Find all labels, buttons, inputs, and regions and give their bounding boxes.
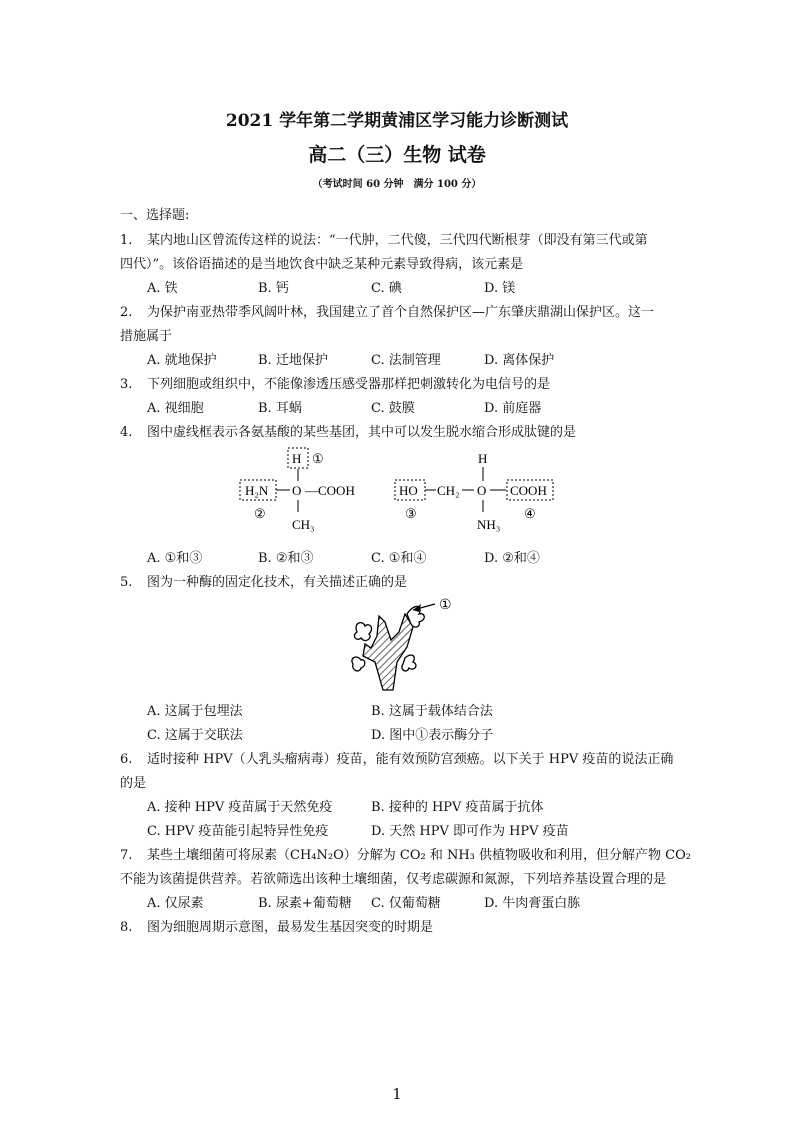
label-1: ① [439,598,452,613]
option-d[interactable]: D. 牛肉膏蛋白胨 [484,896,581,911]
mol2-left-group: HO [399,483,418,498]
question-text: 图中虚线框表示各氨基酸的某些基团，其中可以发生脱水缩合形成肽键的是 [147,425,577,440]
mol1-right-group: —COOH [305,483,355,498]
question-7-cont: 不能为该菌提供营养。若欲筛选出该种土壤细菌，仅考虑碳源和氮源，下列培养基设置合理的是 [120,872,667,887]
question-number: 6. [120,752,133,767]
option-a[interactable]: A. 就地保护 [147,353,217,368]
mol2-bottom-group: NH₃ [477,517,501,532]
question-number: 2. [120,305,133,320]
question-text: 某些土壤细菌可将尿素（CH₄N₂O）分解为 CO₂ 和 NH₃ 供植物吸收和利用，但分解产物 CO₂ [147,848,691,863]
mol2-top-atom: H [478,451,488,466]
question-7 [120,848,691,864]
option-c[interactable]: C. HPV 疫苗能引起特异性免疫 [147,824,329,839]
question-text: 下列细胞或组织中，不能像渗透压感受器那样把刺激转化为电信号的是 [147,377,551,392]
question-4 [120,425,576,441]
mol1-top-atom: H [292,451,302,466]
question-number: 8. [120,920,133,935]
label-1: ① [312,451,324,466]
question-number: 5. [120,575,133,590]
mol2-center-atom: O [477,483,487,498]
question-1 [120,233,648,249]
option-d[interactable]: D. 离体保护 [484,353,555,368]
option-b[interactable]: B. 耳蜗 [258,401,302,416]
enzyme-molecule [354,623,371,641]
option-c[interactable]: C. 仅葡萄糖 [371,896,441,911]
question-5 [120,575,407,591]
option-b[interactable]: B. ②和③ [258,551,314,566]
exam-info: （考试时间 60 分钟 满分 100 分） [312,179,482,190]
option-b[interactable]: B. 钙 [258,281,289,296]
option-b[interactable]: B. 迁地保护 [258,353,328,368]
option-c[interactable]: C. 鼓膜 [371,401,415,416]
page-number: 1 [392,1085,402,1103]
mol1-center-atom: O [292,483,302,498]
option-d[interactable]: D. 天然 HPV 即可作为 HPV 疫苗 [371,824,569,839]
question-1-cont: 四代）”。该俗语描述的是当地饮食中缺乏某种元素导致得病，该元素是 [120,257,524,272]
option-d[interactable]: D. 图中①表示酶分子 [371,728,494,743]
exam-title: 2021 学年第二学期黄浦区学习能力诊断测试 [225,111,569,131]
enzyme-molecule [402,655,416,671]
mol2-chain: CH₂ [437,483,460,498]
amino-acid-figure [230,445,570,540]
option-c[interactable]: C. 法制管理 [371,353,441,368]
question-3 [120,377,550,393]
label-2: ② [254,506,266,521]
option-c[interactable]: C. 碘 [371,281,402,296]
mol1-left-group: H₂N [245,483,269,498]
option-a[interactable]: A. 这属于包埋法 [147,704,243,719]
question-number: 7. [120,848,133,863]
option-c[interactable]: C. 这属于交联法 [147,728,243,743]
question-6-cont: 的是 [120,776,147,791]
exam-subtitle: 高二（三）生物 试卷 [308,144,486,166]
option-a[interactable]: A. 铁 [147,281,178,296]
question-text: 适时接种 HPV（人乳头瘤病毒）疫苗，能有效预防宫颈癌。以下关于 HPV 疫苗的说法正确 [147,752,674,767]
question-text: 图为细胞周期示意图，最易发生基因突变的时期是 [147,920,434,935]
question-2-cont: 措施属于 [120,329,173,344]
enzyme-molecule [352,657,365,671]
option-b[interactable]: B. 尿素+葡萄糖 [258,896,352,911]
question-number: 4. [120,425,133,440]
option-d[interactable]: D. 镁 [484,281,516,296]
enzyme-figure [335,592,465,697]
mol1-bottom-group: CH₃ [292,517,315,532]
option-c[interactable]: C. ①和④ [371,551,427,566]
option-b[interactable]: B. 这属于载体结合法 [371,704,493,719]
label-3: ③ [405,506,417,521]
option-a[interactable]: A. 仅尿素 [147,896,204,911]
question-number: 3. [120,377,133,392]
label-4: ④ [524,506,536,521]
option-a[interactable]: A. ①和③ [147,551,203,566]
option-d[interactable]: D. 前庭器 [484,401,542,416]
section-heading: 一、选择题: [120,208,190,223]
option-a[interactable]: A. 接种 HPV 疫苗属于天然免疫 [147,800,333,815]
option-b[interactable]: B. 接种的 HPV 疫苗属于抗体 [371,800,544,815]
question-6 [120,752,673,768]
question-text: 为保护南亚热带季风阔叶林，我国建立了首个自然保护区—广东肇庆鼎湖山保护区。这一 [147,305,655,320]
question-8 [120,920,433,936]
question-number: 1. [120,233,133,248]
question-text: 图为一种酶的固定化技术，有关描述正确的是 [147,575,408,590]
question-text: 某内地山区曾流传这样的说法：“一代肿，二代傻，三代四代断根芽（即没有第三代或第 [147,233,648,248]
question-2 [120,305,654,321]
option-d[interactable]: D. ②和④ [484,551,540,566]
mol2-right-group: COOH [510,483,547,498]
option-a[interactable]: A. 视细胞 [147,401,204,416]
